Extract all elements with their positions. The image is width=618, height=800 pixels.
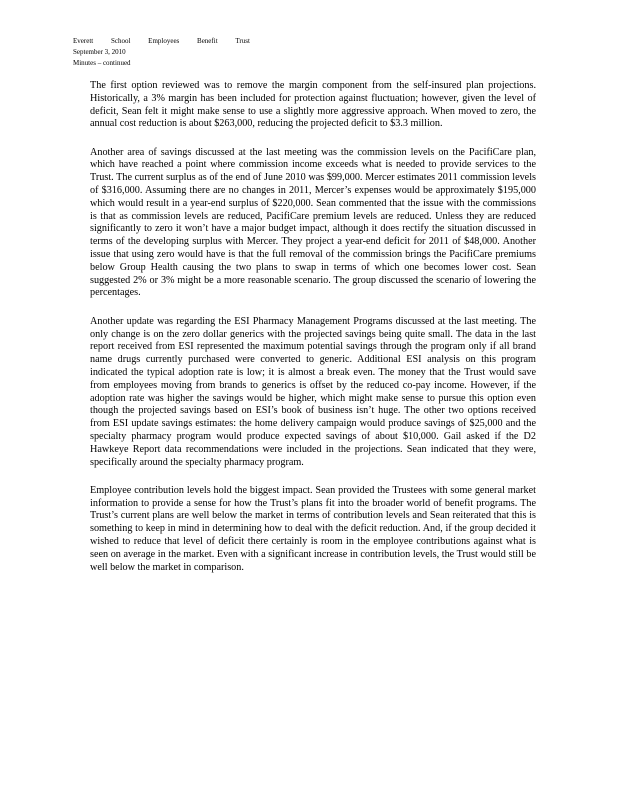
header-word: Benefit: [197, 37, 218, 45]
header-word: Employees: [148, 37, 180, 45]
page-header: [73, 36, 266, 69]
paragraph-employee-contributions: Employee contribution levels hold the biggest impact. Sean provided the Trustees with some general market information to provide a sense for how the Trust’s plans fit into the broader world of benefit programs. The Trust’s current plans are well below the market in terms of contribution levels and Sean reiterated that this is something to keep in mind in determining how to deal with the deficit reduction. And, if the group decided it wished to reduce that level of deficit there certainly is room in the employee contributions against what is seen on average in the market. Even with a significant increase in contribution levels, the Trust would still be well below the market in comparison.: [90, 484, 536, 573]
header-word: Trust: [235, 37, 250, 45]
header-continued: Minutes – continued: [73, 59, 131, 67]
paragraph-commission-levels: Another area of savings discussed at the last meeting was the commission levels on the PacifiCare plan, which have reached a point where commission income exceeds what is needed to provide services to the Trust. The current surplus as of the end of June 2010 was $99,000. Mercer estimates 2011 commission levels of $316,000. Assuming there are no changes in 2011, Mercer’s expenses would be approximately $195,000 which would result in a year-end surplus of $220,000. Sean commented that the issue with the commissions is that as commission levels are reduced, PacifiCare premium levels are reduced. Unless they are reduced significantly to zero it won’t have a major budget impact, although it does rectify the situation discussed in terms of the developing surplus with Mercer. They project a year-end deficit for 2011 of $48,000. Another issue that using zero would have is that the full removal of the commission brings the PacifiCare premiums below Group Health causing the two plans to swap in terms of which one becomes lower cost. Sean suggested 2% or 3% might be a more reasonable scenario. The group discussed the scenario of lowering the percentages.: [90, 146, 536, 299]
header-date: September 3, 2010: [73, 48, 126, 56]
document-body: [90, 80, 536, 590]
paragraph-esi-pharmacy: Another update was regarding the ESI Pharmacy Management Programs discussed at the last meeting. The only change is on the zero dollar generics with the projected savings being quite small. The data in the last report received from ESI represented the maximum potential savings through the program only if all brand name drugs currently purchased were converted to generic. Additional ESI analysis on this program indicated the typical adoption rate is low; it is almost a break even. The money that the Trust would save from employees moving from brands to generics is offset by the reduced co-pay income. However, if the adoption rate was higher the savings would be higher, which might make sense to pursue this option even though the projected savings based on ESI’s book of business isn’t huge. The other two options received from ESI update savings estimates: the home delivery campaign would produce savings of $25,000 and the specialty pharmacy program would produce expected savings of about $10,000. Gail asked if the D2 Hawkeye Report data recommendations were included in the projections. Sean indicated that they were, specifically around the specialty pharmacy program.: [90, 315, 536, 468]
header-word: School: [110, 37, 131, 45]
header-word: Everett: [73, 37, 94, 45]
paragraph-margin-option: The first option reviewed was to remove the margin component from the self-insured plan projections. Historically, a 3% margin has been included for protection against fluctuation; however, given the level of deficit, Sean felt it might make sense to use a slightly more aggressive approach. When moved to zero, the annual cost reduction is about $263,000, reducing the projected deficit to $3.3 million.: [90, 80, 536, 130]
header-line-1: [73, 36, 266, 47]
